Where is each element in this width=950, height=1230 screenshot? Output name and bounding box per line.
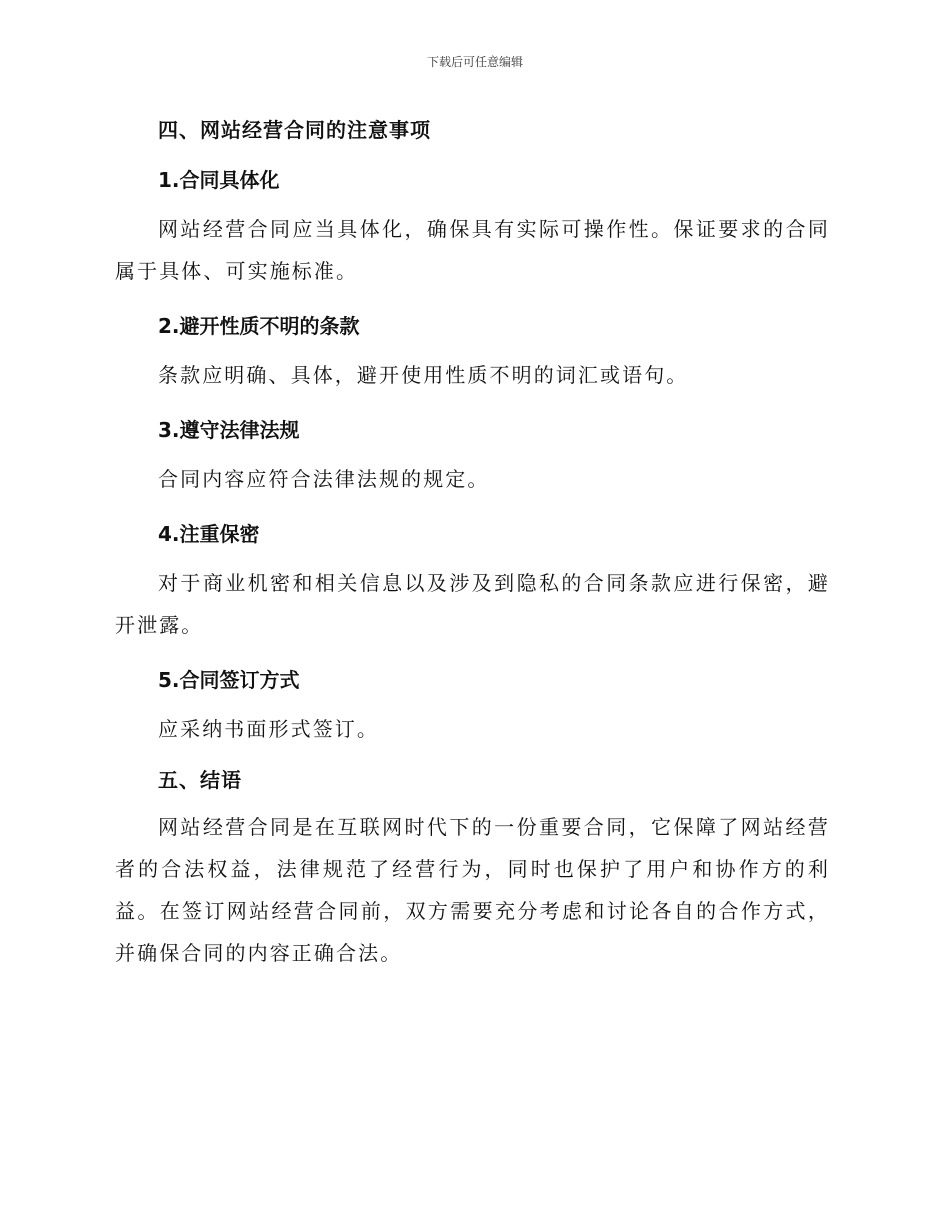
item-4-heading: 4.注重保密 [158, 522, 260, 546]
item-5-heading: 5.合同签订方式 [158, 668, 300, 692]
section-5-title: 五、结语 [158, 768, 242, 792]
item-1-heading: 1.合同具体化 [158, 168, 280, 192]
item-5-text: 应采纳书面形式签订。 [158, 717, 379, 741]
item-3-text: 合同内容应符合法律法规的规定。 [158, 467, 490, 491]
item-3-heading: 3.遵守法律法规 [158, 418, 300, 442]
item-1-text: 网站经营合同应当具体化，确保具有实际可操作性。保证要求的合同属于具体、可实施标准。 [115, 217, 830, 283]
item-2-heading: 2.避开性质不明的条款 [158, 314, 360, 338]
section-4-title: 四、网站经营合同的注意事项 [158, 118, 431, 142]
item-2-text: 条款应明确、具体，避开使用性质不明的词汇或语句。 [158, 363, 689, 387]
document-body [115, 110, 830, 974]
page-header-note: 下载后可任意编辑 [426, 55, 523, 69]
conclusion-text: 网站经营合同是在互联网时代下的一份重要合同，它保障了网站经营者的合法权益，法律规范了经营行为，同时也保护了用户和协作方的利益。在签订网站经营合同前，双方需要充分考虑和讨论各自的合作方式，并确保合同的内容正确合法。 [115, 815, 830, 965]
item-4-text: 对于商业机密和相关信息以及涉及到隐私的合同条款应进行保密，避开泄露。 [115, 571, 830, 637]
